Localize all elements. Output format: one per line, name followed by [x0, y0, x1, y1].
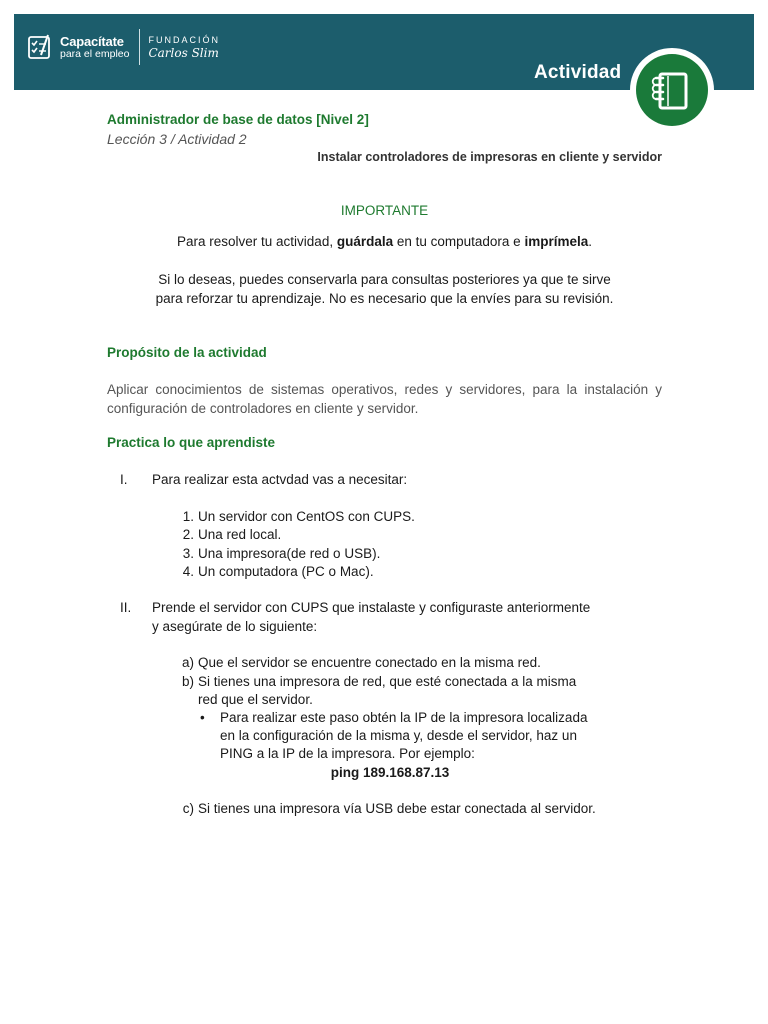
save-emphasis: guárdala: [336, 234, 394, 249]
bullet-text: en la configuración de la misma y, desde el servidor, haz un: [220, 728, 577, 743]
list-item: Si tienes una impresora de red, que esté conectada a la misma: [198, 674, 577, 689]
list-marker: a): [181, 655, 194, 670]
step-text: y asegúrate de lo siguiente:: [152, 619, 318, 634]
course-title: Administrador de base de datos [Nivel 2]: [107, 112, 369, 127]
list-item: Un computadora (PC o Mac).: [198, 564, 374, 579]
step-text: Prende el servidor con CUPS que instalaste y configuraste anteriormente: [152, 600, 591, 615]
foundation-name: Carlos Slim: [148, 45, 219, 60]
list-item: Un servidor con CentOS con CUPS.: [198, 509, 415, 524]
bullet-text: PING a la IP de la impresora. Por ejemplo:: [220, 746, 475, 761]
purpose-heading: Propósito de la actividad: [107, 345, 267, 360]
activity-subtitle: Instalar controladores de impresoras en cliente y servidor: [317, 150, 662, 164]
list-marker: 4.: [182, 564, 194, 579]
foundation-label: FUNDACIÓN: [148, 34, 220, 45]
bullet-text: Para realizar este paso obtén la IP de la impresora localizada: [220, 710, 588, 725]
list-marker: c): [182, 801, 194, 816]
list-marker: 1.: [182, 509, 194, 524]
list-item: Una impresora(de red o USB).: [198, 546, 381, 561]
important-label: IMPORTANTE: [340, 203, 429, 218]
print-emphasis: imprímela: [524, 234, 589, 249]
ping-example: ping 189.168.87.13: [330, 765, 450, 780]
list-marker: b): [181, 674, 194, 689]
list-item: Una red local.: [198, 527, 282, 542]
logo-divider: [139, 29, 140, 65]
list-item: Si tienes una impresora vía USB debe estar conectada al servidor.: [198, 801, 596, 816]
step-marker: II.: [120, 600, 132, 615]
checklist-logo-icon: [26, 33, 54, 61]
section-label: Actividad: [534, 62, 622, 83]
keep-note: Si lo deseas, puedes conservarla para consultas posteriores ya que te sirve para reforzar tu aprendizaje. No es necesario que la envíes para su revisión.: [155, 272, 614, 306]
purpose-text: Aplicar conocimientos de sistemas operativos, redes y servidores, para la instalación y configuración de controladores en cliente y servidor.: [107, 382, 662, 416]
step-text: Para realizar esta actvdad vas a necesitar:: [152, 472, 408, 487]
practice-heading: Practica lo que aprendiste: [107, 435, 276, 450]
list-item: Que el servidor se encuentre conectado en la misma red.: [198, 655, 541, 670]
brand-logo: [26, 27, 220, 67]
list-marker: 2.: [182, 527, 194, 542]
bullet-marker: •: [200, 710, 205, 725]
lesson-label: Lección 3 / Actividad 2: [107, 131, 247, 147]
list-item: red que el servidor.: [198, 692, 313, 707]
list-marker: 3.: [182, 546, 194, 561]
step-marker: I.: [120, 472, 128, 487]
intro-text: Para resolver tu actividad, guárdala en tu computadora e imprímela.: [177, 234, 592, 249]
brand-subtitle: para el empleo: [60, 47, 130, 60]
brand-title: Capacítate: [60, 33, 124, 49]
